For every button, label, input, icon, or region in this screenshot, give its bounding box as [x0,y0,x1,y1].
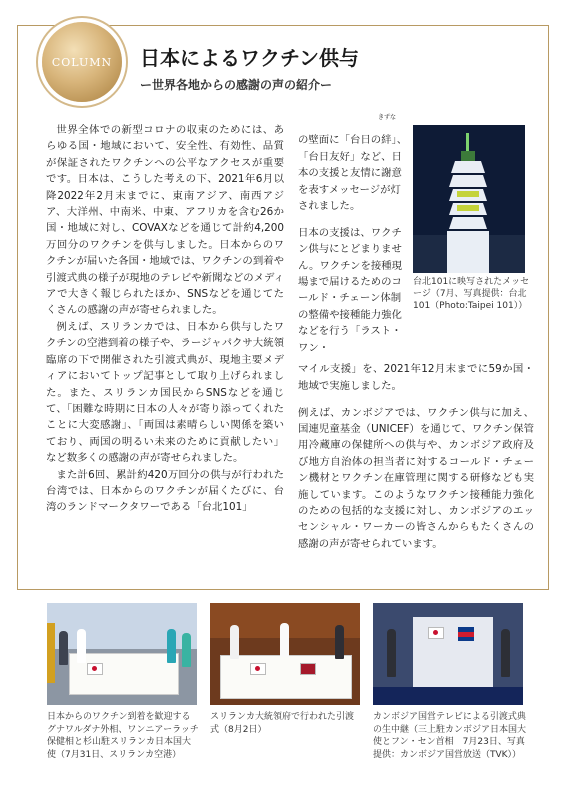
right-column-bottom [298,351,534,563]
refrigerator-box [413,617,493,687]
photo-caption-ceremony: スリランカ大統領府で行われた引渡式（8月2日） [210,712,355,735]
taipei-101-photo [413,125,525,273]
cambodia-flag-icon [458,627,474,641]
paragraph: 世界全体での新型コロナの収束のためには、あらゆる国・地域において、安全性、有効性、品質が保証されたワクチンへの公平なアクセスが重要です。日本は、こうした考えの下、2021年6月以降2022年2月末までに、東南アジア、南西アジア、大洋州、中南米、中東、アフリカを含む26か国・地域に対し、COVAXなどを通じて計約4,200万回分のワクチンを供与しました。日本からのワクチンが届いた各国・地域では、ワクチンの到着や引渡式典の様子が現地のテレビや新聞などのメディアで大きく報じられたほか、SNSなどを通じてたくさんの感謝の声が寄せられました。 [46,124,284,317]
person [501,629,510,677]
column-badge [42,22,122,102]
right-column-top [298,114,410,366]
tower-illustration [413,125,525,273]
tower-caption: 台北101に映写されたメッセージ（7月、写真提供：台北101（Photo:Taipei 101）） [413,277,530,311]
person [230,625,239,659]
badge-label: COLUMN [51,55,113,69]
japan-flag-icon [428,627,444,639]
paragraph: 例えば、スリランカでは、日本から供与したワクチンの空港到着の様子や、ラージャパクサ大統領臨席の下で開催された引渡式典が、現地主要メディアにおいてトップ記事として取り上げられました。また、スリランカ国民からSNSなどを通じて、「困難な時期に日本の人々が寄り添ってくれたことに大変感謝」、「両国は素晴らしい関係を築いており、両国の明るい未来のために貢献したい」など数多くの感謝の声が寄せられました。 [46,320,284,465]
person [59,631,68,665]
japan-flag-icon [250,663,266,675]
paragraph: 例えば、カンボジアでは、ワクチン供与に加え、国連児童基金（UNICEF）を通じて、ワクチン保管用冷蔵庫の保健所への供与や、カンボジア政府及び地方自治体の担当者に対するコールド・チェーン機材とワクチン在庫管理に関する研修なども実施しています。このようなワクチン接種能力強化のための包括的な支援に対し、カンボジアのエッセンシャル・ワーカーの皆さんからもたくさんの感謝の声が寄せられています。 [298,406,534,550]
person [182,633,191,667]
japan-flag-icon [87,663,103,675]
photo-caption-airport: 日本からのワクチン到着を歓迎するグナワルダナ外相、ワンニアーラッチ保健相と杉山駐スリランカ日本国大使（7月31日、スリランカ空港） [47,712,199,760]
person [335,625,344,659]
page-title: 日本によるワクチン供与 [140,46,359,70]
left-column [46,122,284,516]
presidential-ceremony-photo [210,603,360,705]
ruby-annotation: きずな [378,114,397,121]
sri-lanka-flag-icon [47,623,55,683]
person [77,629,86,663]
handover-banner [220,655,352,699]
person [280,623,289,657]
photo-caption-cambodia: カンボジア国営テレビによる引渡式典の生中継（三上駐カンボジア日本国大使とフン・セン首相 7月23日、写真提供：カンボジア国営放送（TVK）） [373,712,527,760]
paragraph: また計6回、累計約420万回分の供与が行われた台湾では、日本からのワクチンが届くたびに、台湾のランドマークタワーである「台北101」 [46,468,284,514]
paragraph: の壁面に「台日の絆」、「台日友好」など、日本の支援と友情に謝意を表すメッセージが灯されました。 [298,134,408,213]
sri-lanka-airport-photo [47,603,197,705]
paragraph: マイル支援」を、2021年12月末までに59か国・地域で実施しました。 [298,363,534,392]
tv-ticker [373,687,523,705]
paragraph: 日本の支援は、ワクチン供与にとどまりません。ワクチンを接種現場まで届けるためのコールド・チェーン体制の整備や接種能力強化などを行う「ラスト・ワン・ [298,226,403,354]
sri-lanka-flag-icon [300,663,316,675]
page-subtitle: ー世界各地からの感謝の声の紹介ー [140,78,333,92]
person [387,629,396,677]
cambodia-broadcast-photo [373,603,523,705]
person [167,629,176,663]
